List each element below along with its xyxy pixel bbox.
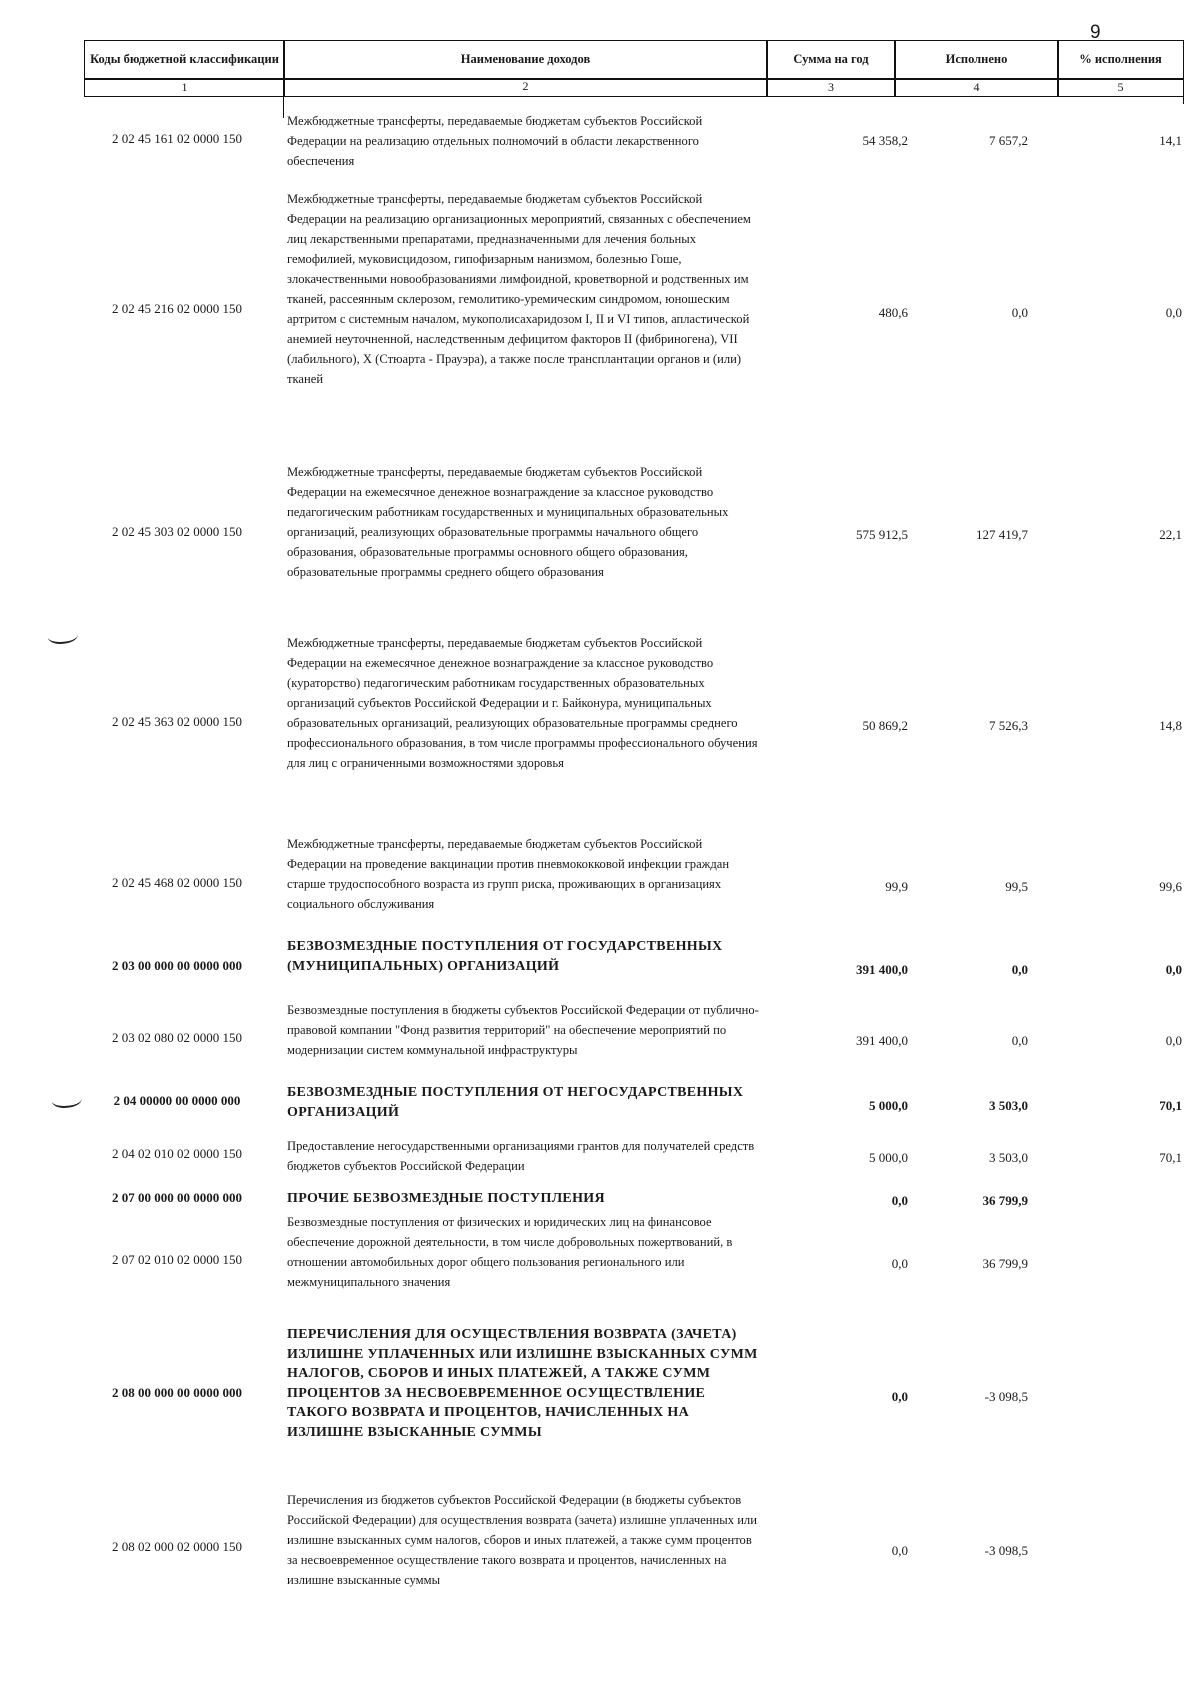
row-done: 0,0 — [1011, 1033, 1028, 1048]
colnum-2: 2 — [283, 78, 768, 97]
row-code: 2 02 45 216 02 0000 150 — [112, 301, 242, 316]
header-plan: Сумма на год — [766, 40, 896, 80]
row-code: 2 02 45 468 02 0000 150 — [112, 875, 242, 890]
pen-mark — [52, 1092, 82, 1108]
row-pct: 0,0 — [1165, 962, 1182, 977]
row-done: 127 419,7 — [976, 527, 1028, 542]
colnum-1: 1 — [84, 78, 285, 97]
row-done: 36 799,9 — [982, 1256, 1028, 1271]
column-rule — [283, 96, 284, 118]
row-code: 2 04 02 010 02 0000 150 — [112, 1146, 242, 1161]
row-name: Межбюджетные трансферты, передаваемые бюджетам субъектов Российской Федерации на проведение вакцинации против пневмококковой инфекции граждан старше трудоспособного возраста из групп риска, проживающих в организациях социального обслуживания — [287, 837, 730, 911]
pen-mark — [48, 628, 78, 644]
row-plan: 50 869,2 — [862, 718, 908, 733]
row-plan: 575 912,5 — [856, 527, 908, 542]
row-plan: 5 000,0 — [869, 1098, 908, 1113]
row-pct: 22,1 — [1159, 527, 1182, 542]
row-name: Межбюджетные трансферты, передаваемые бюджетам субъектов Российской Федерации на реализацию организационных мероприятий, связанных с обеспечением лиц лекарственными препаратами, предназначенными для лечения больных гемофилией, муковисцидозом, гипофизарным нанизмом, болезнью Гоше, злокачественными новообразованиями лимфоидной, кроветворной и родственных им тканей, рассеянным склерозом, гемолитико-уремическим синдромом, юношеским артритом с системным началом, мукополисахаридозом I, II и VI типов, апластической анемией неуточненной, наследственным дефицитом факторов II (фибриногена), VII (лабильного), X (Стюарта - Прауэра), а также после трансплантации органов и (или) тканей — [287, 192, 751, 386]
row-name: Перечисления из бюджетов субъектов Российской Федерации (в бюджеты субъектов Российской Федерации) для осуществления возврата (зачета) излишне уплаченных или излишне взысканных сумм налогов, сборов и иных платежей, а также сумм процентов за несвоевременное осуществление такого возврата и процентов, начисленных на излишне взысканные суммы — [287, 1493, 757, 1587]
row-name: Безвозмездные поступления от физических и юридических лиц на финансовое обеспечение дорожной деятельности, в том числе добровольных пожертвований, в отношении автомобильных дорог общего пользования регионального или межмуниципального значения — [287, 1215, 733, 1289]
page-number: 9 — [1090, 22, 1101, 43]
row-name: БЕЗВОЗМЕЗДНЫЕ ПОСТУПЛЕНИЯ ОТ НЕГОСУДАРСТВЕННЫХ ОРГАНИЗАЦИЙ — [287, 1085, 744, 1120]
row-plan: 0,0 — [891, 1389, 908, 1404]
row-done: 99,5 — [1005, 879, 1028, 894]
row-code: 2 02 45 161 02 0000 150 — [112, 131, 242, 146]
row-code: 2 08 02 000 02 0000 150 — [112, 1539, 242, 1554]
row-pct: 99,6 — [1159, 879, 1182, 894]
colnum-5: 5 — [1057, 78, 1184, 97]
header-done: Исполнено — [894, 40, 1059, 80]
header-codes: Коды бюджетной классификации — [84, 40, 285, 80]
row-done: 3 503,0 — [989, 1098, 1028, 1113]
row-plan: 99,9 — [885, 879, 908, 894]
row-plan: 480,6 — [878, 305, 908, 320]
row-code: 2 03 02 080 02 0000 150 — [112, 1030, 242, 1045]
row-pct: 70,1 — [1159, 1150, 1182, 1165]
colnum-3: 3 — [766, 78, 896, 97]
row-pct: 14,8 — [1159, 718, 1182, 733]
row-done: 3 503,0 — [989, 1150, 1028, 1165]
row-name: Межбюджетные трансферты, передаваемые бюджетам субъектов Российской Федерации на реализацию отдельных полномочий в области лекарственного обеспечения — [287, 114, 703, 168]
row-plan: 0,0 — [891, 1543, 908, 1558]
row-done: -3 098,5 — [984, 1543, 1028, 1558]
row-done: 0,0 — [1011, 962, 1028, 977]
row-plan: 54 358,2 — [862, 133, 908, 148]
row-plan: 5 000,0 — [869, 1150, 908, 1165]
row-pct: 14,1 — [1159, 133, 1182, 148]
row-name: Предоставление негосударственными организациями грантов для получателей средств бюджетов субъектов Российской Федерации — [287, 1139, 755, 1173]
row-code: 2 02 45 303 02 0000 150 — [112, 524, 242, 539]
colnum-4: 4 — [894, 78, 1059, 97]
row-code: 2 07 00 000 00 0000 000 — [112, 1190, 242, 1205]
row-code: 2 08 00 000 00 0000 000 — [112, 1385, 242, 1400]
row-plan: 0,0 — [891, 1193, 908, 1208]
row-pct: 70,1 — [1159, 1098, 1182, 1113]
row-name: БЕЗВОЗМЕЗДНЫЕ ПОСТУПЛЕНИЯ ОТ ГОСУДАРСТВЕННЫХ (МУНИЦИПАЛЬНЫХ) ОРГАНИЗАЦИЙ — [287, 939, 723, 974]
row-name: ПРОЧИЕ БЕЗВОЗМЕЗДНЫЕ ПОСТУПЛЕНИЯ — [287, 1191, 605, 1206]
row-done: 7 657,2 — [989, 133, 1028, 148]
row-code: 2 07 02 010 02 0000 150 — [112, 1252, 242, 1267]
row-name: Безвозмездные поступления в бюджеты субъектов Российской Федерации от публично-правовой компании "Фонд развития территорий" на обеспечение мероприятий по модернизации систем коммунальной инфраструктуры — [287, 1003, 759, 1057]
row-pct: 0,0 — [1165, 305, 1182, 320]
row-done: -3 098,5 — [984, 1389, 1028, 1404]
row-plan: 391 400,0 — [856, 1033, 908, 1048]
row-code: 2 04 00000 00 0000 000 — [113, 1093, 241, 1108]
column-rule — [1183, 96, 1184, 104]
row-pct: 0,0 — [1165, 1033, 1182, 1048]
row-name: ПЕРЕЧИСЛЕНИЯ ДЛЯ ОСУЩЕСТВЛЕНИЯ ВОЗВРАТА (ЗАЧЕТА) ИЗЛИШНЕ УПЛАЧЕННЫХ ИЛИ ИЗЛИШНЕ ВЗЫСКАННЫХ СУММ НАЛОГОВ, СБОРОВ И ИНЫХ ПЛАТЕЖЕЙ, А ТАКЖЕ СУММ ПРОЦЕНТОВ ЗА НЕСВОЕВРЕМЕННОЕ ОСУЩЕСТВЛЕНИЕ ТАКОГО ВОЗВРАТА И ПРОЦЕНТОВ, НАЧИСЛЕННЫХ НА ИЗЛИШНЕ ВЗЫСКАННЫЕ СУММЫ — [287, 1327, 758, 1440]
header-name: Наименование доходов — [283, 40, 768, 80]
row-name: Межбюджетные трансферты, передаваемые бюджетам субъектов Российской Федерации на ежемесячное денежное вознаграждение за классное руководство педагогическим работникам государственных и муниципальных образовательных организаций, реализующих образовательные программы начального общего образования, образовательные программы основного общего образования, образовательные программы среднего общего образования — [287, 465, 729, 579]
row-code: 2 02 45 363 02 0000 150 — [112, 714, 242, 729]
row-done: 0,0 — [1011, 305, 1028, 320]
row-plan: 0,0 — [891, 1256, 908, 1271]
row-done: 36 799,9 — [982, 1193, 1028, 1208]
row-name: Межбюджетные трансферты, передаваемые бюджетам субъектов Российской Федерации на ежемесячное денежное вознаграждение за классное руководство (кураторство) педагогическим работникам государственных образовательных организаций субъектов Российской Федерации и г. Байконура, муниципальных образовательных организаций, реализующих образовательные программы среднего профессионального образования, в том числе программы профессионального обучения для лиц с ограниченными возможностями здоровья — [287, 636, 758, 770]
row-code: 2 03 00 000 00 0000 000 — [112, 958, 242, 973]
row-done: 7 526,3 — [989, 718, 1028, 733]
header-pct: % исполнения — [1057, 40, 1184, 80]
row-plan: 391 400,0 — [856, 962, 908, 977]
